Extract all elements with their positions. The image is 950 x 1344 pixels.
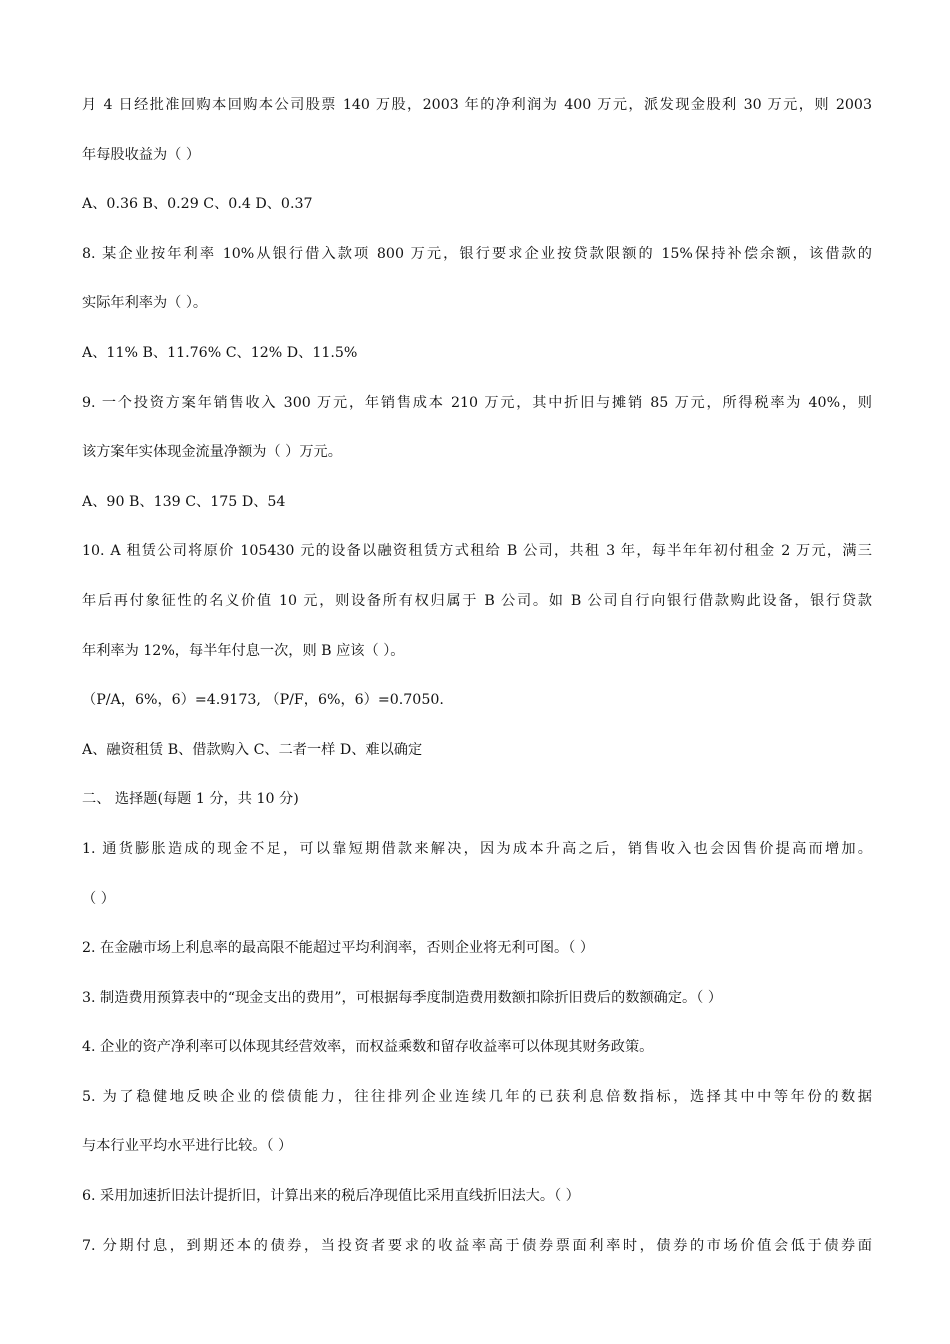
text-line: 5. 为了稳健地反映企业的偿债能力，往往排列企业连续几年的已获利息倍数指标，选择其中中等年份的数据 bbox=[82, 1088, 872, 1105]
text-line: 年后再付象征性的名义价值 10 元，则设备所有权归属于 B 公司。如 B 公司自行向银行借款购此设备，银行贷款 bbox=[82, 592, 872, 609]
text-line: （ ） bbox=[82, 890, 115, 907]
text-line: 3. 制造费用预算表中的“现金支出的费用”，可根据每季度制造费用数额扣除折旧费后的数额确定。（ ） bbox=[82, 989, 723, 1006]
text-line: 10. A 租赁公司将原价 105430 元的设备以融资租赁方式租给 B 公司，共租 3 年，每半年年初付租金 2 万元，满三 bbox=[82, 543, 872, 560]
text-line: A、90 B、139 C、175 D、54 bbox=[82, 493, 286, 510]
text-line: 月 4 日经批准回购本回购本公司股票 140 万股，2003 年的净利润为 400 万元，派发现金股利 30 万元，则 2003 bbox=[82, 97, 872, 113]
text-line: 与本行业平均水平进行比较。（ ） bbox=[82, 1138, 293, 1155]
text-line: A、0.36 B、0.29 C、0.4 D、0.37 bbox=[82, 196, 313, 213]
text-line: A、11% B、11.76% C、12% D、11.5% bbox=[82, 344, 358, 361]
text-line: 年每股收益为（ ） bbox=[82, 146, 201, 163]
text-line: 该方案年实体现金流量净额为（ ）万元。 bbox=[82, 444, 342, 461]
text-line: 2. 在金融市场上利息率的最高限不能超过平均利润率，否则企业将无利可图。（ ） bbox=[82, 940, 595, 957]
text-line: 7. 分期付息，到期还本的债券，当投资者要求的收益率高于债券票面利率时，债券的市场价值会低于债券面 bbox=[82, 1237, 872, 1254]
text-line: 1. 通货膨胀造成的现金不足，可以靠短期借款来解决，因为成本升高之后，销售收入也会因售价提高而增加。 bbox=[82, 840, 872, 857]
text-line: 年利率为 12%，每半年付息一次，则 B 应该（ ）。 bbox=[82, 642, 405, 659]
text-line: 6. 采用加速折旧法计提折旧，计算出来的税后净现值比采用直线折旧法大。（ ） bbox=[82, 1188, 580, 1205]
text-line: 4. 企业的资产净利率可以体现其经营效率，而权益乘数和留存收益率可以体现其财务政策。 bbox=[82, 1039, 654, 1056]
document-page bbox=[82, 81, 872, 1271]
text-line: （P/A，6%，6）=4.9173, （P/F，6%，6）=0.7050. bbox=[82, 692, 444, 709]
text-line: A、融资租赁 B、借款购入 C、二者一样 D、难以确定 bbox=[82, 741, 423, 758]
section-heading: 二、 选择题(每题 1 分，共 10 分) bbox=[82, 791, 299, 808]
text-line: 9. 一个投资方案年销售收入 300 万元，年销售成本 210 万元，其中折旧与摊销 85 万元，所得税率为 40%，则 bbox=[82, 394, 872, 411]
text-line: 实际年利率为（ ）。 bbox=[82, 295, 208, 312]
text-line: 8. 某企业按年利率 10%从银行借入款项 800 万元，银行要求企业按贷款限额的 15%保持补偿余额，该借款的 bbox=[82, 245, 872, 262]
